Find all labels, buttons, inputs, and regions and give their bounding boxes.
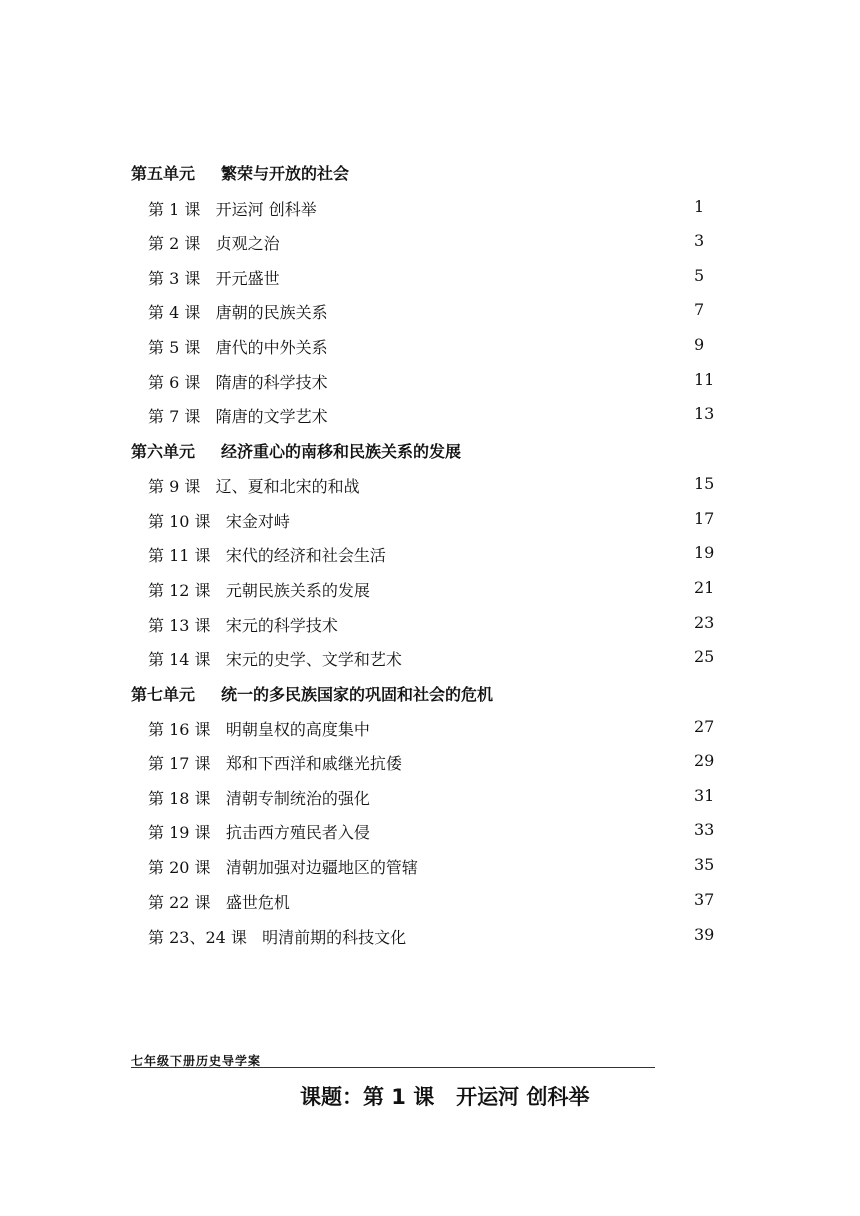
lesson-title: 郑和下西洋和戚继光抗倭 [225, 754, 402, 773]
lesson-page-number: 25 [694, 647, 715, 666]
lesson-page-number: 13 [694, 404, 715, 423]
lesson-page-number: 31 [694, 786, 715, 805]
lesson-page-number: 33 [694, 820, 715, 839]
toc-lesson-23-24[interactable] [148, 925, 718, 948]
lesson-page-number: 21 [694, 578, 715, 597]
lesson-title: 宋元的史学、文学和艺术 [225, 650, 402, 669]
lesson-title: 盛世危机 [225, 893, 290, 912]
lesson-page-number: 37 [694, 890, 715, 909]
toc-lesson-2[interactable] [148, 231, 718, 254]
lesson-title: 清朝专制统治的强化 [225, 789, 370, 808]
lesson-title: 辽、夏和北宋的和战 [215, 477, 360, 496]
lesson-page-number: 7 [694, 300, 705, 319]
unit-title: 繁荣与开放的社会 [221, 164, 350, 183]
lesson-page-number: 5 [694, 266, 705, 285]
lesson-title: 宋代的经济和社会生活 [225, 546, 386, 565]
lesson-title: 清朝加强对边疆地区的管辖 [225, 858, 418, 877]
lesson-title: 开运河 创科举 [215, 200, 317, 219]
toc-lesson-9[interactable] [148, 474, 718, 497]
lesson-number: 第 5 课 [148, 338, 201, 357]
unit-title: 经济重心的南移和民族关系的发展 [221, 442, 462, 461]
lesson-title: 唐朝的民族关系 [215, 303, 328, 322]
toc-lesson-19[interactable] [148, 820, 718, 843]
lesson-number: 第 7 课 [148, 407, 201, 426]
lesson-title: 唐代的中外关系 [215, 338, 328, 357]
toc-lesson-1[interactable] [148, 197, 718, 220]
lesson-number: 第 12 课 [148, 581, 211, 600]
lesson-number: 第 20 课 [148, 858, 211, 877]
lesson-title: 宋元的科学技术 [225, 616, 338, 635]
toc-unit-6 [131, 439, 461, 462]
lesson-title: 宋金对峙 [225, 512, 290, 531]
toc-lesson-13[interactable] [148, 613, 718, 636]
toc-lesson-6[interactable] [148, 370, 718, 393]
running-header: 七年级下册历史导学案 [131, 1054, 262, 1068]
lesson-number: 第 1 课 [148, 200, 201, 219]
lesson-title: 隋唐的文学艺术 [215, 407, 328, 426]
lesson-page-number: 39 [694, 925, 715, 944]
toc-unit-7 [131, 682, 493, 705]
lesson-title: 隋唐的科学技术 [215, 373, 328, 392]
toc-lesson-14[interactable] [148, 647, 718, 670]
lesson-page-number: 15 [694, 474, 715, 493]
lesson-page-number: 1 [694, 197, 705, 216]
lesson-number: 第 17 课 [148, 754, 211, 773]
lesson-title: 抗击西方殖民者入侵 [225, 823, 370, 842]
lesson-page-number: 9 [694, 335, 705, 354]
toc-lesson-12[interactable] [148, 578, 718, 601]
lesson-number: 第 19 课 [148, 823, 211, 842]
lesson-page-number: 35 [694, 855, 715, 874]
toc-lesson-11[interactable] [148, 543, 718, 566]
toc-lesson-3[interactable] [148, 266, 718, 289]
lesson-number: 第 11 课 [148, 546, 211, 565]
unit-number: 第七单元 [131, 685, 196, 704]
toc-lesson-4[interactable] [148, 300, 718, 323]
lesson-heading-title: 开运河 创科举 [456, 1085, 590, 1109]
lesson-number: 第 2 课 [148, 234, 201, 253]
toc-unit-5 [131, 161, 349, 184]
lesson-title: 贞观之治 [215, 234, 280, 253]
toc-lesson-18[interactable] [148, 786, 718, 809]
lesson-number: 第 23、24 课 [148, 928, 247, 947]
toc-lesson-22[interactable] [148, 890, 718, 913]
lesson-page-number: 27 [694, 717, 715, 736]
lesson-page-number: 23 [694, 613, 715, 632]
lesson-page-number: 19 [694, 543, 715, 562]
lesson-number: 第 14 课 [148, 650, 211, 669]
unit-number: 第六单元 [131, 442, 196, 461]
lesson-number: 第 4 课 [148, 303, 201, 322]
unit-number: 第五单元 [131, 164, 196, 183]
lesson-title: 元朝民族关系的发展 [225, 581, 370, 600]
lesson-page-number: 11 [694, 370, 715, 389]
lesson-number: 第 16 课 [148, 720, 211, 739]
toc-lesson-16[interactable] [148, 717, 718, 740]
lesson-heading-label: 课题：第 1 课 [300, 1085, 435, 1109]
lesson-title: 明清前期的科技文化 [262, 928, 407, 947]
lesson-number: 第 18 课 [148, 789, 211, 808]
toc-lesson-5[interactable] [148, 335, 718, 358]
lesson-number: 第 13 课 [148, 616, 211, 635]
toc-lesson-7[interactable] [148, 404, 718, 427]
lesson-title: 明朝皇权的高度集中 [225, 720, 370, 739]
lesson-number: 第 22 课 [148, 893, 211, 912]
toc-lesson-20[interactable] [148, 855, 718, 878]
lesson-number: 第 10 课 [148, 512, 211, 531]
lesson-page-number: 3 [694, 231, 705, 250]
lesson-title: 开元盛世 [215, 269, 280, 288]
toc-lesson-17[interactable] [148, 751, 718, 774]
header-divider [131, 1067, 655, 1068]
lesson-page-number: 17 [694, 509, 715, 528]
lesson-number: 第 9 课 [148, 477, 201, 496]
lesson-number: 第 3 课 [148, 269, 201, 288]
lesson-heading [300, 1081, 589, 1111]
toc-lesson-10[interactable] [148, 509, 718, 532]
lesson-page-number: 29 [694, 751, 715, 770]
unit-title: 统一的多民族国家的巩固和社会的危机 [221, 685, 494, 704]
lesson-number: 第 6 课 [148, 373, 201, 392]
